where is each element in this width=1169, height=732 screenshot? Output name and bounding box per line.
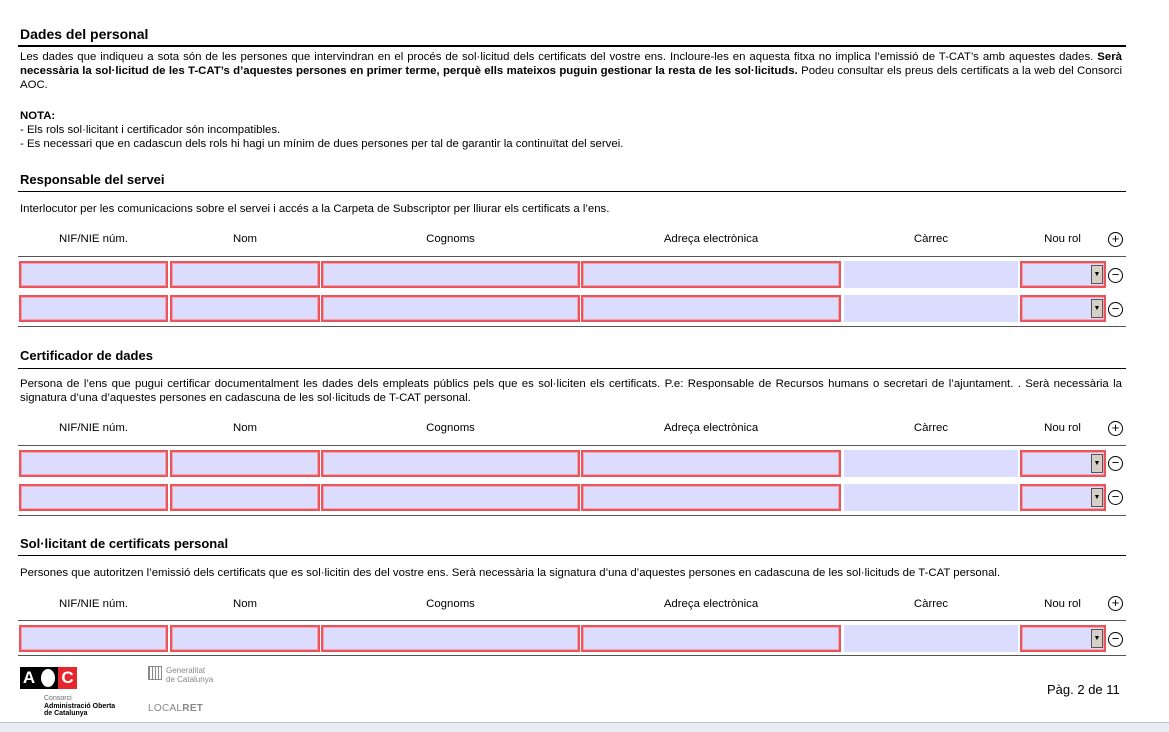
add-row-button[interactable]: + [1108, 596, 1123, 611]
col-header-cognoms: Cognoms [426, 422, 475, 434]
page-title: Dades del personal [20, 26, 149, 42]
section-title-responsable: Responsable del servei [20, 172, 165, 187]
col-header-nom: Nom [232, 233, 258, 245]
col-header-cognoms: Cognoms [426, 598, 475, 610]
row-rule [18, 326, 1126, 327]
chevron-down-icon[interactable]: ▼ [1091, 629, 1103, 648]
cognoms-input[interactable] [321, 625, 580, 652]
section-desc-solicitant: Persones que autoritzen l’emissió dels certificats que es sol·licitin des del vostre ens. Serà necessària la signatura d’una d’aquestes persones en cadascuna de les sol·licituds de T-CAT personal. [20, 567, 1001, 579]
section-rule [18, 191, 1126, 192]
remove-row-button[interactable]: − [1108, 302, 1123, 317]
cognoms-input[interactable] [321, 261, 580, 288]
rol-select[interactable] [1020, 261, 1106, 288]
localret-light: LOCAL [148, 703, 183, 714]
row-rule [18, 515, 1126, 516]
carrec-input[interactable] [844, 450, 1018, 477]
section-title-solicitant: Sol·licitant de certificats personal [20, 536, 229, 551]
header-rule [18, 445, 1126, 446]
remove-row-button[interactable]: − [1108, 632, 1123, 647]
generalitat-line-2: de Catalunya [166, 675, 214, 684]
section-desc-certificador: Persona de l’ens que pugui certificar documentalment les dades dels empleats públics pels que es sol·liciten els certificats. P.e: Responsable de Recursos humans o secretari de l’ajuntament. . Serà necessària la signatura d’una d’aquestes persones en cadascuna de les sol·licituds de T-CAT personal. [20, 378, 1122, 404]
intro-text: Les dades que indiqueu a sota són de les persones que intervindran en el procés de sol·licitud dels certificats del vostre ens. Incloure-les en aquesta fitxa no implica l’emissió de T-CAT’s amb aquestes dades. [20, 51, 1098, 63]
nom-input[interactable] [170, 295, 320, 322]
email-input[interactable] [581, 261, 841, 288]
aoc-logo-letter-c: C [58, 667, 77, 689]
intro-paragraph [20, 50, 1122, 92]
email-input[interactable] [581, 450, 841, 477]
col-header-email: Adreça electrònica [663, 422, 759, 434]
cognoms-input[interactable] [321, 295, 580, 322]
localret-bold: RET [182, 703, 204, 714]
col-header-carrec: Càrrec [913, 233, 949, 245]
section-title-certificador: Certificador de dades [20, 348, 153, 363]
col-header-nif: NIF/NIE núm. [59, 233, 128, 245]
carrec-input[interactable] [844, 625, 1018, 652]
section-desc-responsable: Interlocutor per les comunicacions sobre el servei i accés a la Carpeta de Subscriptor per lliurar els certificats a l’ens. [20, 203, 610, 215]
chevron-down-icon[interactable]: ▼ [1091, 488, 1103, 507]
aoc-caption-name-1: Administració Oberta [44, 702, 116, 710]
chevron-down-icon[interactable]: ▼ [1091, 265, 1103, 284]
remove-row-button[interactable]: − [1108, 490, 1123, 505]
intro-text-end: Podeu consultar els preus dels certificats a la web del Consorci AOC. [20, 65, 1122, 91]
header-rule [18, 620, 1126, 621]
section-rule [18, 555, 1126, 556]
nota-title: NOTA: [20, 110, 56, 122]
carrec-input[interactable] [844, 484, 1018, 511]
col-header-carrec: Càrrec [913, 598, 949, 610]
aoc-logo [20, 667, 77, 689]
header-rule [18, 256, 1126, 257]
generalitat-line-1: Generalitat [166, 666, 206, 675]
col-header-nif: NIF/NIE núm. [59, 598, 128, 610]
email-input[interactable] [581, 484, 841, 511]
col-header-rol: Nou rol [1044, 422, 1081, 434]
row-rule [18, 655, 1126, 656]
nota-line-1: - Els rols sol·licitant i certificador són incompatibles. [20, 124, 281, 136]
remove-row-button[interactable]: − [1108, 268, 1123, 283]
aoc-logo-o [38, 667, 58, 689]
generalitat-emblem-icon [148, 666, 162, 680]
nom-input[interactable] [170, 484, 320, 511]
carrec-input[interactable] [844, 261, 1018, 288]
email-input[interactable] [581, 625, 841, 652]
col-header-nif: NIF/NIE núm. [59, 422, 128, 434]
remove-row-button[interactable]: − [1108, 456, 1123, 471]
nota-line-2: - Es necessari que en cadascun dels rols hi hagi un mínim de dues persones per tal de garantir la continuïtat del servei. [20, 138, 624, 150]
aoc-caption-small: Consorci [44, 695, 72, 702]
cognoms-input[interactable] [321, 484, 580, 511]
aoc-caption-name-2: de Catalunya [44, 710, 88, 717]
generalitat-logo [148, 666, 213, 684]
chevron-down-icon[interactable]: ▼ [1091, 454, 1103, 473]
col-header-cognoms: Cognoms [426, 233, 475, 245]
rol-select[interactable] [1020, 450, 1106, 477]
nom-input[interactable] [170, 450, 320, 477]
aoc-logo-letter-a: A [20, 667, 38, 689]
col-header-nom: Nom [232, 422, 258, 434]
nom-input[interactable] [170, 261, 320, 288]
generalitat-text [166, 666, 213, 684]
col-header-nom: Nom [232, 598, 258, 610]
add-row-button[interactable]: + [1108, 421, 1123, 436]
rol-select[interactable] [1020, 484, 1106, 511]
nif-input[interactable] [19, 625, 168, 652]
col-header-carrec: Càrrec [913, 422, 949, 434]
aoc-caption [44, 695, 115, 718]
col-header-rol: Nou rol [1044, 233, 1081, 245]
rol-select[interactable] [1020, 295, 1106, 322]
col-header-email: Adreça electrònica [663, 598, 759, 610]
nif-input[interactable] [19, 261, 168, 288]
aoc-o-icon [41, 669, 55, 687]
rol-select[interactable] [1020, 625, 1106, 652]
section-rule [18, 368, 1126, 369]
col-header-rol: Nou rol [1044, 598, 1081, 610]
nif-input[interactable] [19, 295, 168, 322]
nif-input[interactable] [19, 450, 168, 477]
intro-bold-text: Serà necessària la sol·licitud de les T-CAT’s d’aquestes persones en primer terme, perquè ells mateixos puguin gestionar la resta de les sol·licituds. [20, 51, 1122, 77]
carrec-input[interactable] [844, 295, 1018, 322]
add-row-button[interactable]: + [1108, 232, 1123, 247]
chevron-down-icon[interactable]: ▼ [1091, 299, 1103, 318]
cognoms-input[interactable] [321, 450, 580, 477]
col-header-email: Adreça electrònica [663, 233, 759, 245]
title-rule [18, 45, 1126, 47]
email-input[interactable] [581, 295, 841, 322]
nif-input[interactable] [19, 484, 168, 511]
page-number: Pàg. 2 de 11 [1047, 682, 1120, 697]
localret-logo [148, 703, 203, 714]
nom-input[interactable] [170, 625, 320, 652]
